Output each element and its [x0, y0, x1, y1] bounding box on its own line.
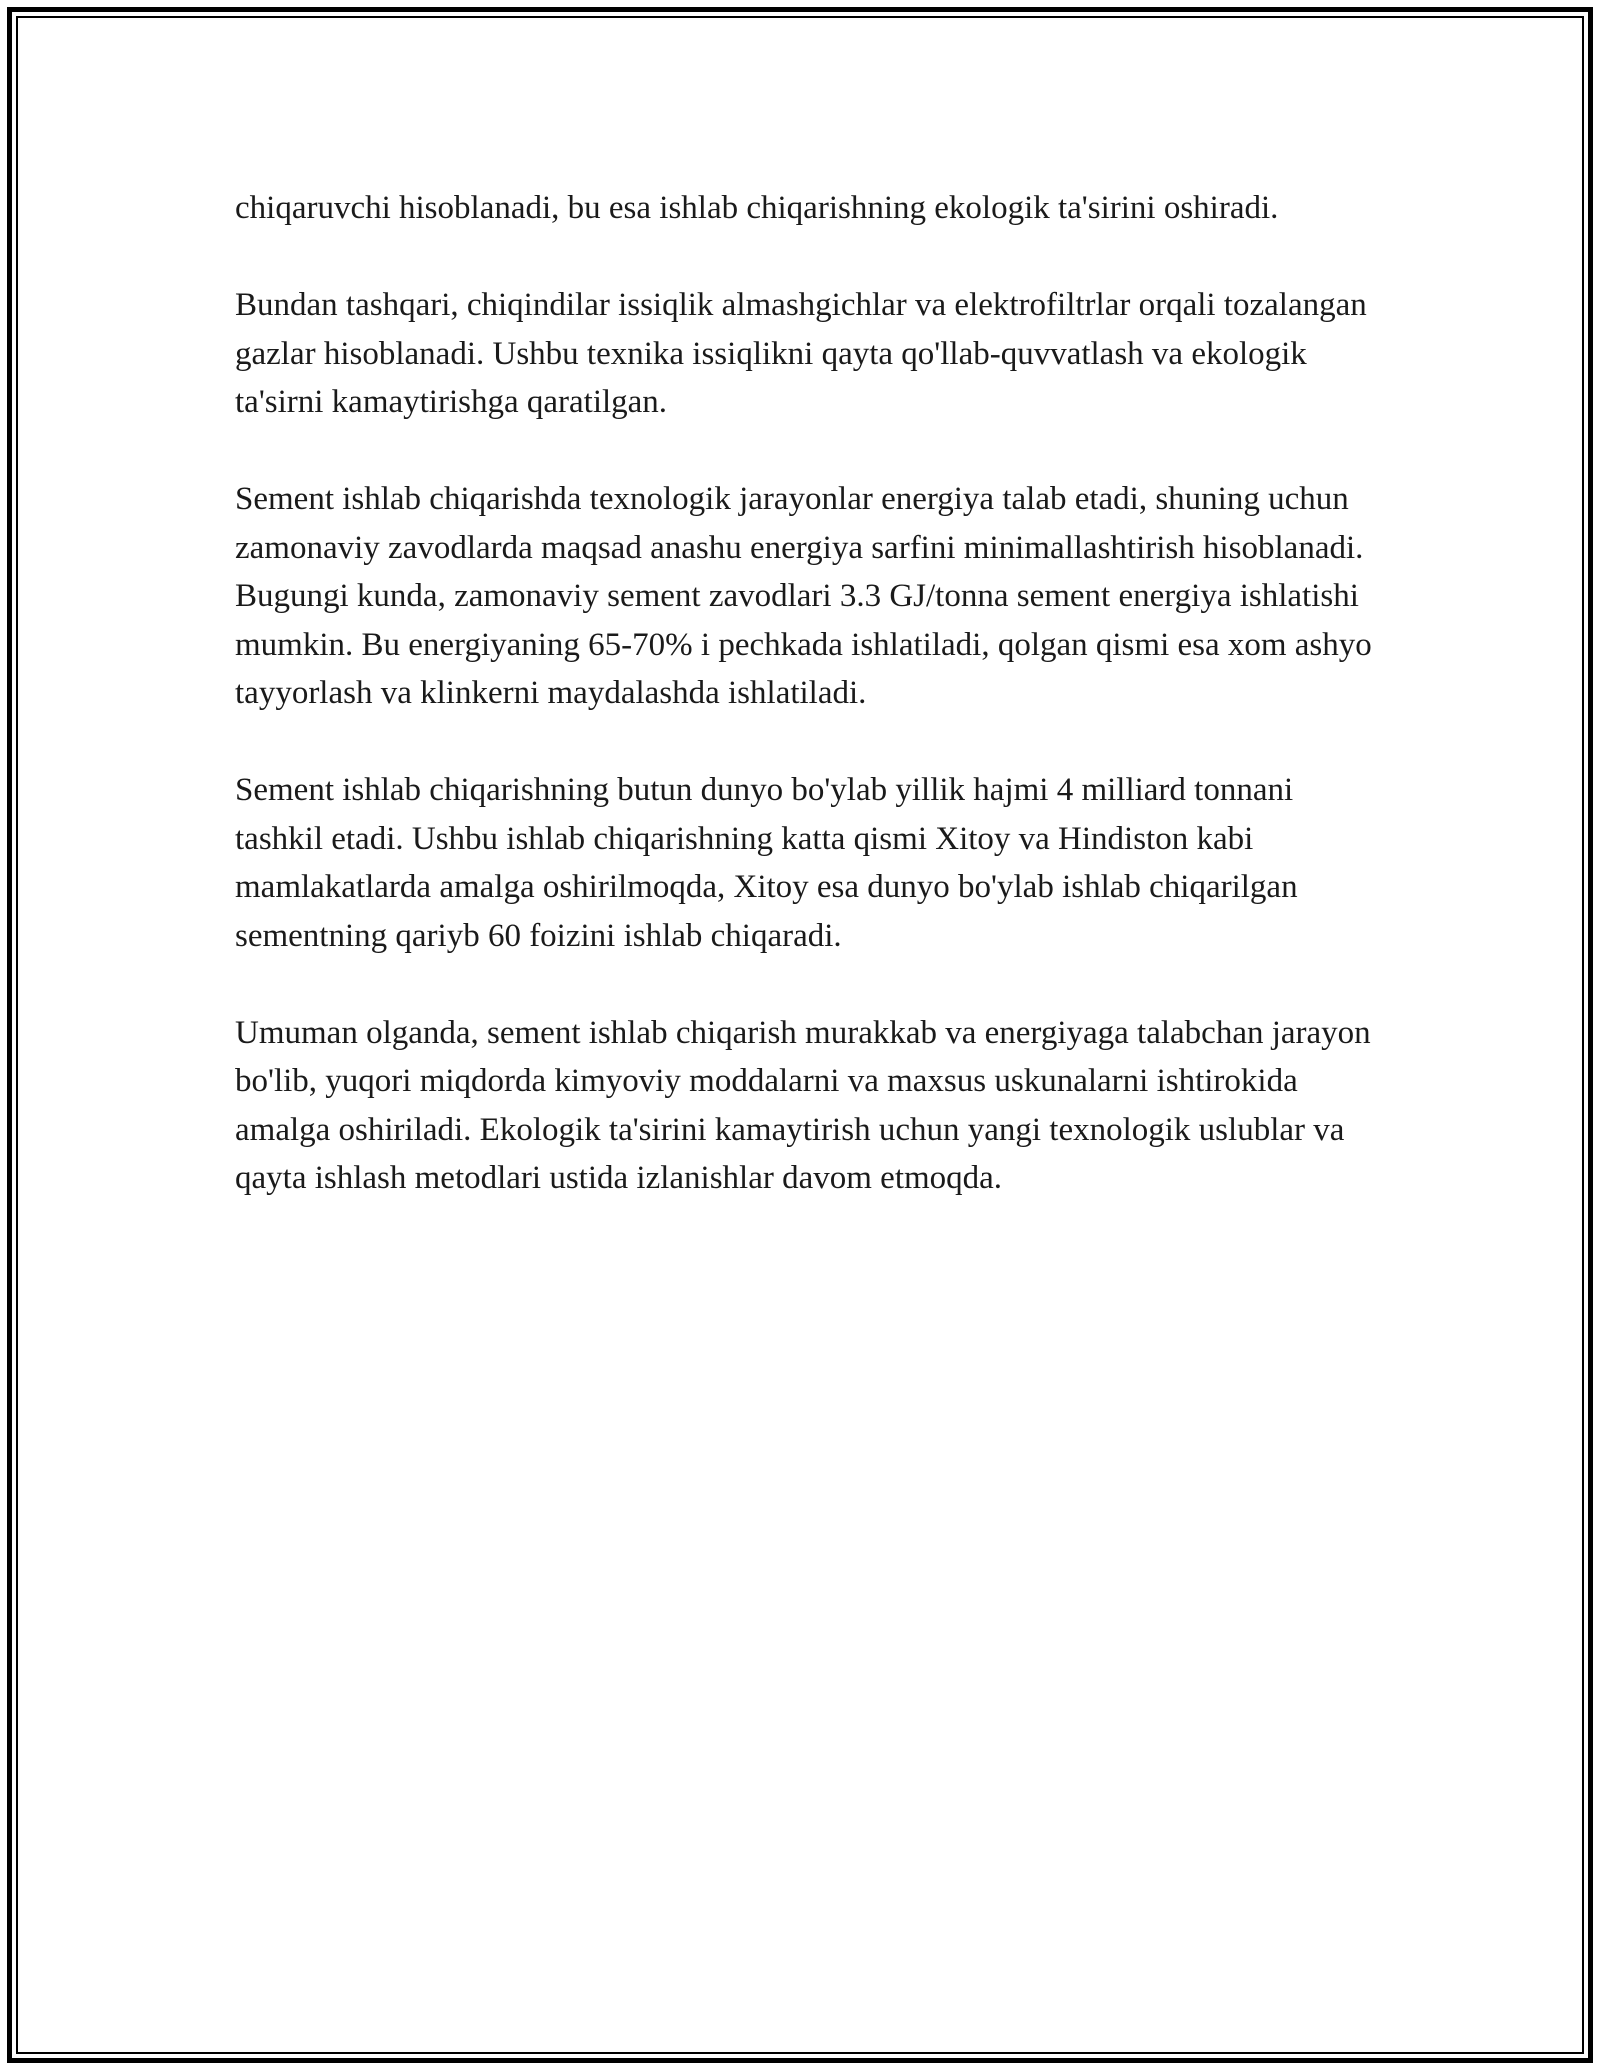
paragraph-3: Sement ishlab chiqarishda texnologik jarayonlar energiya talab etadi, shuning uchun zamonaviy zavodlarda maqsad anashu energiya sarfini minimallashtirish hisoblanadi. Bugungi kunda, zamonaviy sement zavodlari 3.3 GJ/tonna sement energiya ishlatishi mumkin. Bu energiyaning 65-70% i pechkada ishlatiladi, qolgan qismi esa xom ashyo tayyorlash va klinkerni maydalashda ishlatiladi. — [235, 481, 1372, 711]
document-body — [235, 184, 1375, 1203]
paragraph-1: chiqaruvchi hisoblanadi, bu esa ishlab chiqarishning ekologik ta'sirini oshiradi. — [235, 190, 1279, 226]
paragraph-2: Bundan tashqari, chiqindilar issiqlik almashgichlar va elektrofiltrlar orqali tozalangan gazlar hisoblanadi. Ushbu texnika issiqlikni qayta qo'llab-quvvatlash va ekologik ta'sirni kamaytirishga qaratilgan. — [235, 287, 1367, 420]
paragraph-4: Sement ishlab chiqarishning butun dunyo bo'ylab yillik hajmi 4 milliard tonnani tashkil etadi. Ushbu ishlab chiqarishning katta qismi Xitoy va Hindiston kabi mamlakatlarda amalga oshirilmoqda, Xitoy esa dunyo bo'ylab ishlab chiqarilgan sementning qariyb 60 foizini ishlab chiqaradi. — [235, 772, 1298, 954]
paragraph-5: Umuman olganda, sement ishlab chiqarish murakkab va energiyaga talabchan jarayon bo'lib, yuqori miqdorda kimyoviy moddalarni va maxsus uskunalarni ishtirokida amalga oshiriladi. Ekologik ta'sirini kamaytirish uchun yangi texnologik uslublar va qayta ishlash metodlari ustida izlanishlar davom etmoqda. — [235, 1014, 1371, 1196]
